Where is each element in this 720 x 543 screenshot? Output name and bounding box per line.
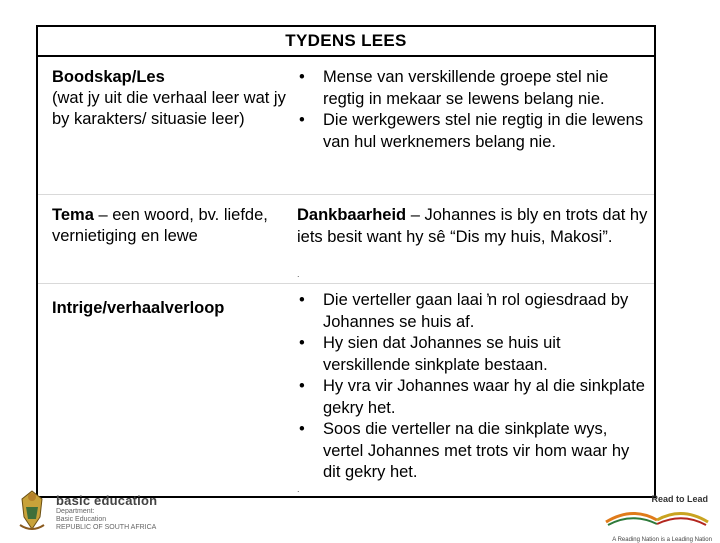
table-row-message <box>38 57 654 195</box>
bullet-icon: • <box>299 291 305 309</box>
bullet-icon: • <box>299 68 305 86</box>
row-label: Intrige/verhaalverloop <box>52 299 225 317</box>
lesson-table <box>36 25 656 498</box>
row-label-note: – een woord, bv. liefde, vernietiging en lewe <box>52 206 268 245</box>
list-item: • Die werkgewers stel nie regtig in die lewens van hul werknemers belang nie. <box>299 111 644 151</box>
bullet-list <box>297 67 648 153</box>
row-content-cell <box>289 195 654 283</box>
department-name: Basic Education <box>56 516 107 523</box>
read-to-lead-title: Read to Lead <box>651 494 708 504</box>
list-item: • Hy vra vir Johannes waar hy al die sinkplate gekry het. <box>299 377 645 417</box>
department-line: Department: <box>56 508 95 515</box>
row-content-cell <box>289 57 654 194</box>
list-item: • Hy sien dat Johannes se huis uit verskillende sinkplate bestaan. <box>299 334 561 374</box>
row-label-cell <box>38 195 289 283</box>
bullet-icon: • <box>299 334 305 352</box>
bullet-list <box>297 290 648 484</box>
list-item: • Die verteller gaan laai ŉ rol ogiesdraad by Johannes se huis af. <box>299 291 629 331</box>
row-label-note: (wat jy uit die verhaal leer wat jy by karakters/ situasie leer) <box>52 89 286 128</box>
country-name: REPUBLIC OF SOUTH AFRICA <box>56 524 157 531</box>
open-book-icon <box>602 504 712 526</box>
table-row-theme <box>38 195 654 284</box>
table-title: TYDENS LEES <box>38 27 654 57</box>
stray-mark: . <box>297 269 300 279</box>
bullet-icon: • <box>299 377 305 395</box>
row-label-cell <box>38 284 289 498</box>
bullet-icon: • <box>299 420 305 438</box>
basic-education-title: basic education <box>56 493 158 508</box>
table-row-plot <box>38 284 654 498</box>
theme-word: Dankbaarheid <box>297 206 407 224</box>
coat-of-arms-icon <box>12 487 52 537</box>
read-to-lead-tagline: A Reading Nation is a Leading Nation <box>612 537 712 543</box>
row-label: Tema <box>52 206 94 224</box>
list-item: • Soos die verteller na die sinkplate wys, vertel Johannes met trots vir hom waar hy dit gekry het. <box>299 420 630 481</box>
row-label-cell <box>38 57 289 194</box>
read-to-lead-logo <box>602 492 712 543</box>
theme-explanation: – Johannes is bly en trots dat hy iets besit want hy sê “Dis my huis, Makosi”. <box>297 206 648 246</box>
list-item: • Mense van verskillende groepe stel nie regtig in mekaar se lewens belang nie. <box>299 68 609 108</box>
basic-education-logo <box>12 487 157 537</box>
stray-mark: . <box>297 484 300 494</box>
row-label: Boodskap/Les <box>52 68 165 86</box>
row-content-cell <box>289 284 654 498</box>
bullet-icon: • <box>299 111 305 129</box>
